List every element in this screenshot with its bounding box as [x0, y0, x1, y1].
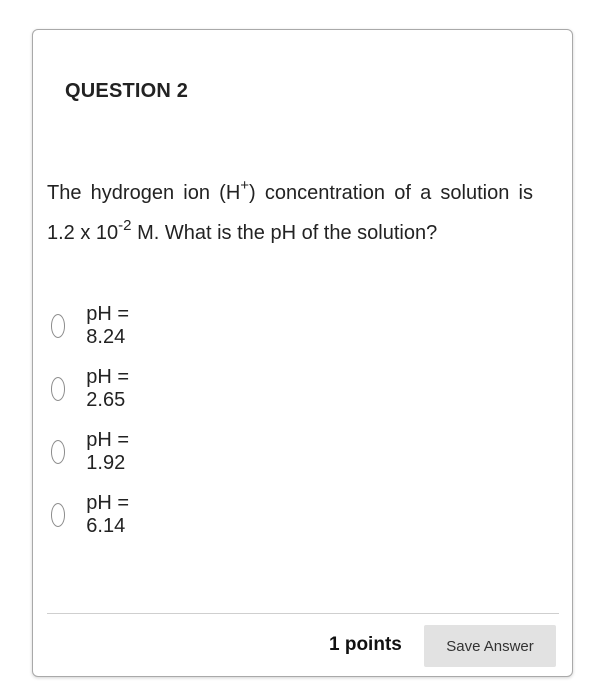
answer-option-label[interactable]: pH = 6.14 [86, 492, 130, 537]
radio-button[interactable] [51, 314, 65, 338]
answer-option-label[interactable]: pH = 2.65 [86, 366, 130, 411]
answer-option[interactable] [51, 429, 135, 474]
save-answer-button[interactable]: Save Answer [424, 625, 556, 667]
answer-option[interactable] [51, 303, 135, 348]
answer-option-label[interactable]: pH = 8.24 [86, 303, 130, 348]
question-superscript-exponent: -2 [118, 217, 132, 234]
radio-button[interactable] [51, 440, 65, 464]
question-title: QUESTION 2 [65, 80, 189, 102]
answer-option[interactable] [51, 492, 135, 537]
answer-option[interactable] [51, 366, 135, 411]
question-text [47, 173, 533, 253]
question-text-part3: M. What is the pH of the solution? [131, 222, 438, 244]
question-card [32, 29, 573, 677]
answer-option-label[interactable]: pH = 1.92 [86, 429, 130, 474]
question-text-part1: The hydrogen ion (H [47, 182, 241, 204]
radio-button[interactable] [51, 503, 65, 527]
question-text-part2: ) concentration of a solution is 1.2 x 10 [47, 182, 534, 244]
question-superscript-charge: + [240, 177, 250, 194]
radio-button[interactable] [51, 377, 65, 401]
footer-divider [47, 613, 559, 614]
points-label: 1 points [329, 634, 402, 655]
